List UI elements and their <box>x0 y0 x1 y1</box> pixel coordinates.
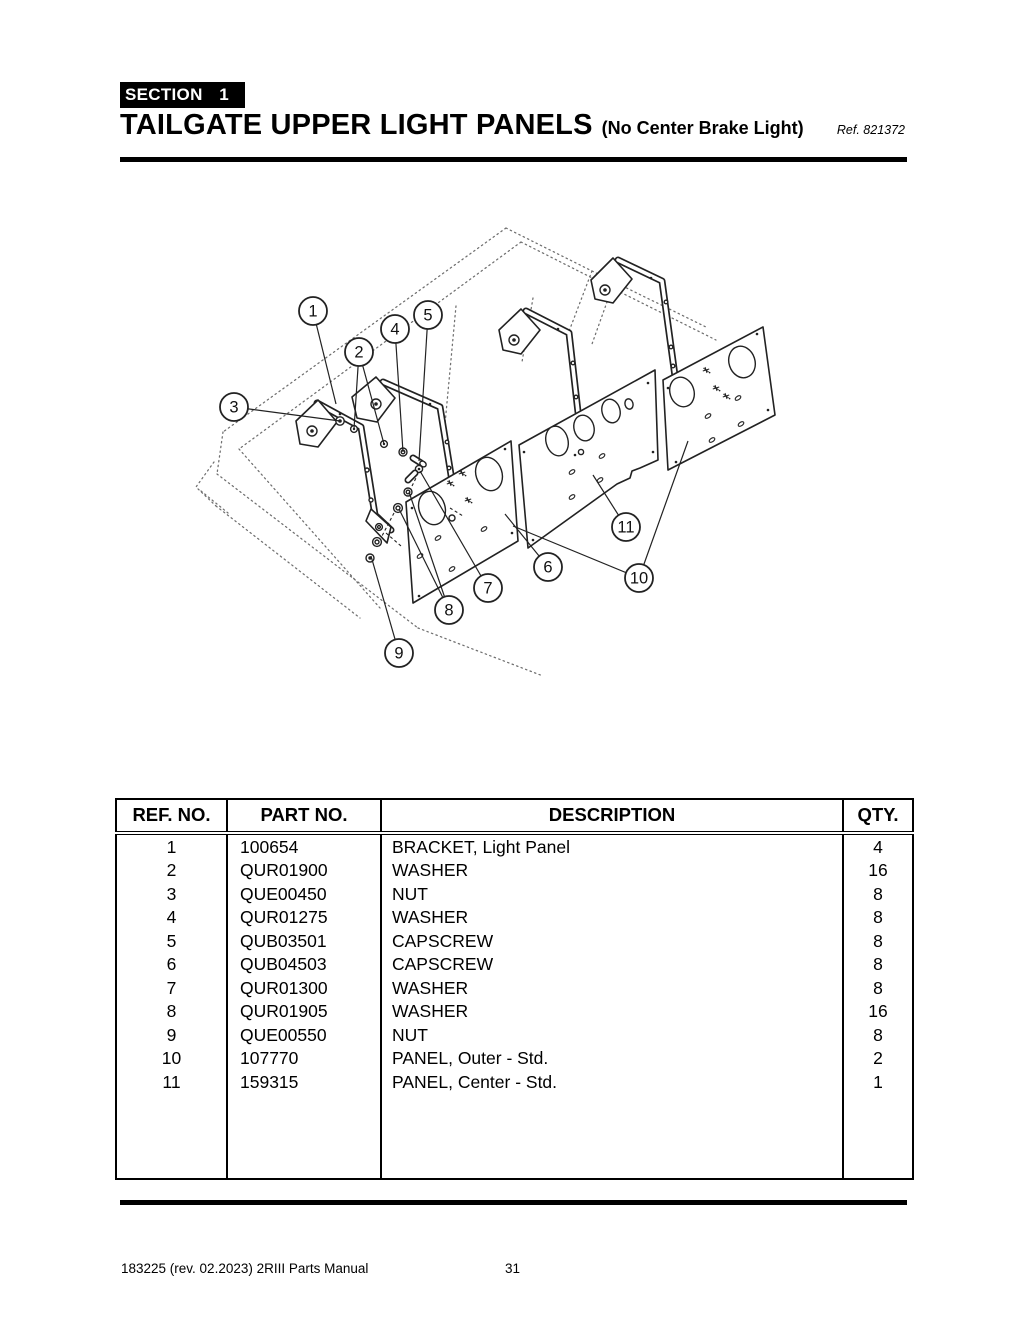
table-row <box>116 1023 913 1047</box>
callout-number: 5 <box>423 306 433 325</box>
table-row <box>116 976 913 1000</box>
table-filler-row <box>116 1094 913 1180</box>
cell-qty: 8 <box>843 929 913 953</box>
table-row <box>116 1070 913 1094</box>
light-panel-bracket-4 <box>591 258 675 376</box>
cell-ref-no: 11 <box>116 1070 227 1094</box>
callout-5 <box>414 301 442 461</box>
table-row <box>116 906 913 930</box>
cell-ref-no: 4 <box>116 906 227 930</box>
callout-1 <box>299 297 336 404</box>
cell-part-no: 107770 <box>227 1047 381 1071</box>
table-row <box>116 833 913 859</box>
cell-qty: 4 <box>843 833 913 859</box>
cell-ref-no: 8 <box>116 1000 227 1024</box>
cell-description: NUT <box>381 882 843 906</box>
footer-page-number: 31 <box>505 1261 521 1276</box>
cell-part-no: QUB04503 <box>227 953 381 977</box>
cell-ref-no: 1 <box>116 833 227 859</box>
col-header-description: DESCRIPTION <box>381 799 843 833</box>
cell-description: WASHER <box>381 859 843 883</box>
table-row <box>116 953 913 977</box>
table-row <box>116 1000 913 1024</box>
callout-leader-line <box>371 556 399 653</box>
cell-description: WASHER <box>381 1000 843 1024</box>
section-label: SECTION <box>125 85 203 104</box>
callout-number: 8 <box>444 601 454 620</box>
callout-number: 2 <box>354 343 364 362</box>
cell-qty: 2 <box>843 1047 913 1071</box>
callout-number: 9 <box>394 644 404 663</box>
col-header-part-no: PART NO. <box>227 799 381 833</box>
cell-empty <box>381 1094 843 1180</box>
cell-part-no: QUR01900 <box>227 859 381 883</box>
cell-ref-no: 3 <box>116 882 227 906</box>
table-row <box>116 929 913 953</box>
callout-number: 11 <box>617 518 635 537</box>
col-header-ref-no: REF. NO. <box>116 799 227 833</box>
section-number: 1 <box>219 85 229 104</box>
cell-qty: 8 <box>843 906 913 930</box>
table-row <box>116 1047 913 1071</box>
cell-ref-no: 10 <box>116 1047 227 1071</box>
light-panel-bracket-3 <box>499 309 578 412</box>
cell-ref-no: 5 <box>116 929 227 953</box>
callout-number: 10 <box>629 569 649 588</box>
cell-description: PANEL, Outer - Std. <box>381 1047 843 1071</box>
cell-description: WASHER <box>381 906 843 930</box>
footer-document-info: 183225 (rev. 02.2023) 2RIII Parts Manual <box>121 1261 369 1276</box>
cell-qty: 8 <box>843 1023 913 1047</box>
cell-description: PANEL, Center - Std. <box>381 1070 843 1094</box>
footer-rule <box>120 1200 907 1205</box>
cell-qty: 16 <box>843 1000 913 1024</box>
cell-description: WASHER <box>381 976 843 1000</box>
parts-table-body <box>116 833 913 1179</box>
cell-description: BRACKET, Light Panel <box>381 833 843 859</box>
cell-description: CAPSCREW <box>381 929 843 953</box>
col-header-qty: QTY. <box>843 799 913 833</box>
cell-part-no: 159315 <box>227 1070 381 1094</box>
callout-9 <box>371 556 413 667</box>
cell-empty <box>227 1094 381 1180</box>
cell-ref-no: 6 <box>116 953 227 977</box>
parts-table-header <box>116 799 913 833</box>
callout-number: 4 <box>390 320 400 339</box>
page-subtitle: (No Center Brake Light) <box>601 118 804 138</box>
cell-qty: 8 <box>843 976 913 1000</box>
table-row <box>116 859 913 883</box>
cell-part-no: QUR01905 <box>227 1000 381 1024</box>
cell-description: NUT <box>381 1023 843 1047</box>
table-row <box>116 882 913 906</box>
cell-ref-no: 7 <box>116 976 227 1000</box>
cell-part-no: QUE00450 <box>227 882 381 906</box>
callout-number: 3 <box>229 398 239 417</box>
cell-part-no: QUB03501 <box>227 929 381 953</box>
reference-number: Ref. 821372 <box>836 123 905 137</box>
cell-part-no: 100654 <box>227 833 381 859</box>
outer-panel-right <box>663 327 775 470</box>
cell-qty: 8 <box>843 953 913 977</box>
cell-part-no: QUR01275 <box>227 906 381 930</box>
callout-number: 7 <box>483 579 493 598</box>
cell-qty: 1 <box>843 1070 913 1094</box>
page-title: TAILGATE UPPER LIGHT PANELS <box>120 109 593 141</box>
parts-table <box>115 798 914 1180</box>
cell-empty <box>116 1094 227 1180</box>
cell-ref-no: 2 <box>116 859 227 883</box>
cell-part-no: QUR01300 <box>227 976 381 1000</box>
cell-empty <box>843 1094 913 1180</box>
cell-description: CAPSCREW <box>381 953 843 977</box>
cell-part-no: QUE00550 <box>227 1023 381 1047</box>
cell-qty: 16 <box>843 859 913 883</box>
cell-qty: 8 <box>843 882 913 906</box>
callout-number: 1 <box>308 302 318 321</box>
callout-leader-line <box>419 315 428 461</box>
cell-ref-no: 9 <box>116 1023 227 1047</box>
callout-number: 6 <box>543 558 553 577</box>
